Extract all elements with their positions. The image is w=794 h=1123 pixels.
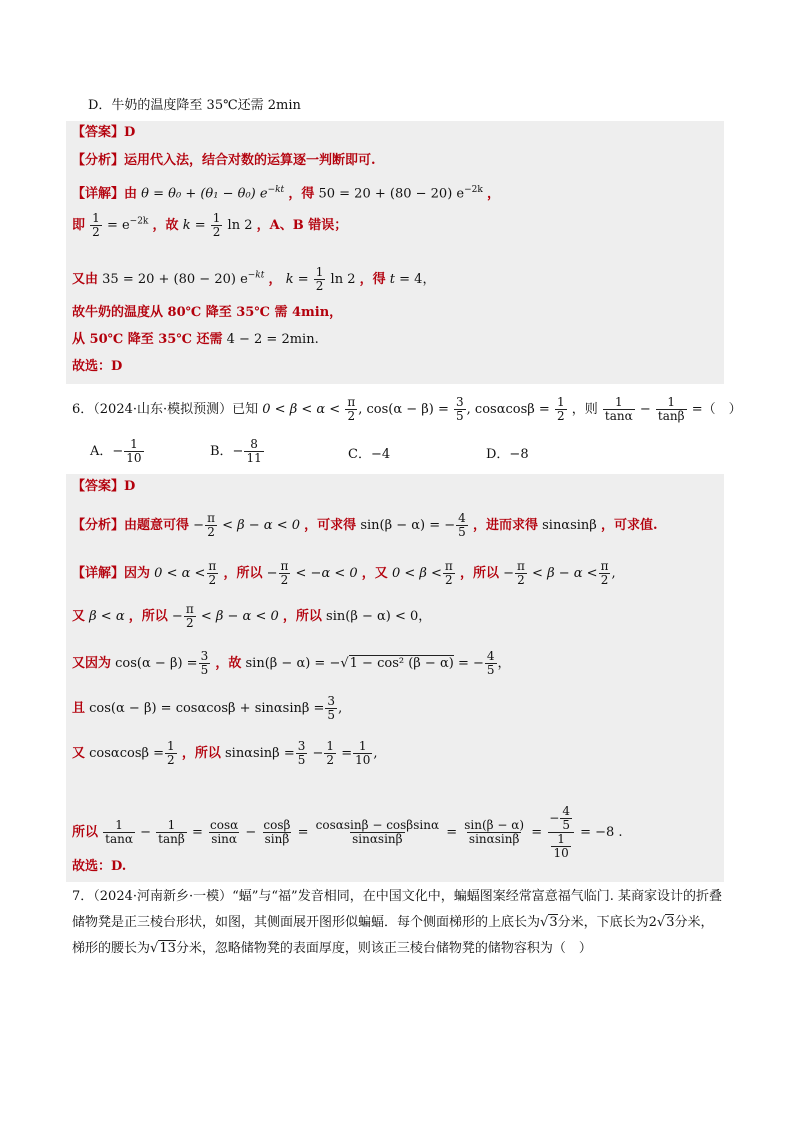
q5-detail-line-3: 又由 35 = 20 + (80 − 20) $e^{-kt}$ ， k = $\frac{1}{2}$ ln 2 ，得 t = 4， bbox=[72, 265, 436, 293]
q6-answer: 【答案】D bbox=[72, 479, 136, 494]
q5-choose: 故选：D bbox=[72, 359, 123, 374]
fraction-pi-over-2: $\frac{\pi}{2}$ bbox=[347, 395, 356, 423]
q6-choose: 故选：D. bbox=[72, 859, 127, 874]
fraction-1-over-tan-alpha: $\frac{1}{\tan\alpha}$ bbox=[604, 395, 633, 423]
q6-option-c[interactable]: C．−4 bbox=[348, 447, 391, 462]
fraction-half: $\frac{1}{2}$ bbox=[212, 211, 221, 239]
q7-stem: 7．（2024·河南新乡·一模）“蝠”与“福”发音相同，在中国文化中，蝙蝠图案经常富意福气临门. 某商家设计的折叠储物凳是正三棱台形状，如图，其侧面展开图形似蝙蝠．每个侧面梯形的上底长为√3分米，下底长为2√3分米，梯形的腰长为√13分米，忽略储物凳的表面厚度，则该正三棱台储物凳的储物容积为（ ） bbox=[72, 889, 722, 956]
fraction-3-over-5: $\frac{3}{5}$ bbox=[456, 395, 464, 423]
q5-answer: 【答案】D bbox=[72, 125, 136, 140]
q5-detail-line-2: 即 $\frac{1}{2}$ = $e^{-2k}$ ，故 k = $\frac{1}{2}$ ln 2 ，A、B 错误； bbox=[72, 211, 348, 239]
q5-analysis: 【分析】运用代入法，结合对数的运算逐一判断即可. bbox=[72, 153, 376, 168]
q6-analysis: 【分析】由题意可得 − $\frac{\pi}{2}$ < β − α < 0 ，可求得 sin(β − α) = − $\frac{4}{5}$ ，进而求得 sinαsinβ ，可求值. bbox=[72, 511, 658, 539]
q5-option-d: D．牛奶的温度降至 35℃还需 2min bbox=[88, 98, 301, 113]
fraction-half: $\frac{1}{2}$ bbox=[556, 395, 565, 423]
q6-stem: 6．（2024·山东·模拟预测）已知 0 < β < α < $\frac{\pi}{2}$ , cos(α − β) = $\frac{3}{5}$ , cosαcosβ = $\frac{1}{2}$ ，则 $\frac{1}{\tan\alpha}$ − $\frac{1}{\tan\beta}$ =（ ） bbox=[72, 395, 742, 423]
q6-detail-line-3: 又因为 cos(α − β) = $\frac{3}{5}$ ，故 sin(β − α) = −√1 − cos² (β − α) = − $\frac{4}{5}$ ， bbox=[72, 649, 511, 677]
q6-detail-line-4: 且 cos(α − β) = cosαcosβ + sinαsinβ = $\frac{3}{5}$ , bbox=[72, 694, 343, 722]
q6-detail-line-5: 又 cosαcosβ = $\frac{1}{2}$ ，所以 sinαsinβ = $\frac{3}{5}$ − $\frac{1}{2}$ = $\frac{1}{10}$ , bbox=[72, 739, 378, 767]
q6-option-b[interactable]: B．− $\frac{8}{11}$ bbox=[210, 437, 262, 465]
q6-option-a[interactable]: A．− $\frac{1}{10}$ bbox=[90, 437, 142, 465]
fraction-1-over-tan-beta: $\frac{1}{\tan\beta}$ bbox=[657, 395, 685, 423]
q6-detail-line-2: 又 β < α ，所以 − $\frac{\pi}{2}$ < β − α < 0 ，所以 sin(β − α) < 0， bbox=[72, 602, 432, 630]
q6-option-d[interactable]: D．−8 bbox=[486, 447, 529, 462]
q6-detail-line-6: 所以 $\frac{1}{\tan\alpha}$ − $\frac{1}{\tan\beta}$ = $\frac{\cos\alpha}{\sin\alpha}$ − $\frac{\cos\beta}{\sin\beta}$ = $\frac{\cos\alpha\sin\beta - \cos\beta\sin\alpha}{\sin\alpha\sin\beta}$ = $\frac{\sin(\beta - \alpha)}{\sin\alpha\sin\beta}$ = − $\frac{4}{5}$ $\frac{1}{10}$ = −8 . bbox=[72, 804, 623, 860]
q6-detail-line-1: 【详解】因为 0 < α < $\frac{\pi}{2}$ ，所以 − $\frac{\pi}{2}$ < −α < 0 ，又 0 < β < $\frac{\pi}{2}$ ，所以 − $\frac{\pi}{2}$ < β − α < $\frac{\pi}{2}$ , bbox=[72, 559, 616, 587]
compound-fraction: − $\frac{4}{5}$ $\frac{1}{10}$ bbox=[547, 805, 575, 860]
fraction-half: $\frac{1}{2}$ bbox=[92, 211, 100, 239]
fraction-half: $\frac{1}{2}$ bbox=[315, 265, 324, 293]
q5-detail-line-1: 【详解】由 θ = θ₀ + (θ₁ − θ₀) $e^{-kt}$ ，得 50 = 20 + (80 − 20) $e^{-2k}$ ， bbox=[72, 185, 500, 202]
q5-detail-line-4: 故牛奶的温度从 80℃ 降至 35℃ 需 4min， bbox=[72, 305, 343, 320]
q5-detail-line-5: 从 50℃ 降至 35℃ 还需 4 − 2 = 2min. bbox=[72, 332, 319, 347]
